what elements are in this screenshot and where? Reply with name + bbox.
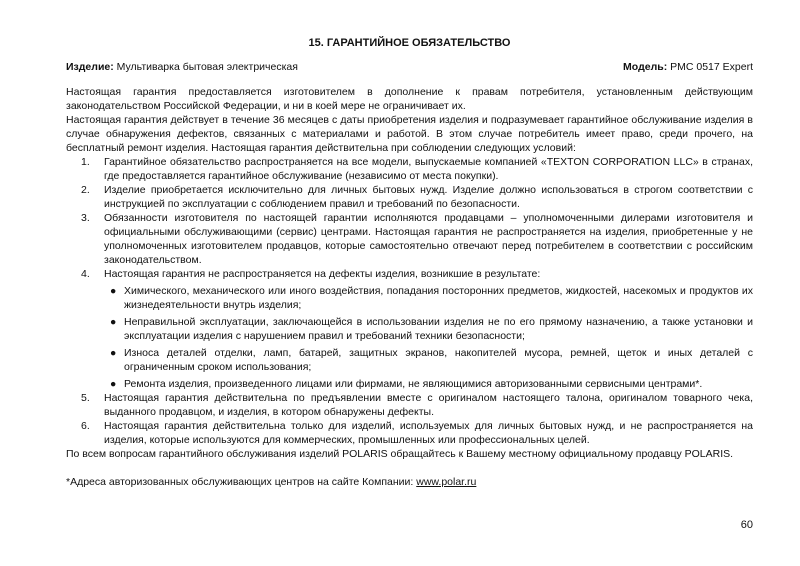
defect-item xyxy=(104,284,753,312)
condition-text: Изделие приобретается исключительно для личных бытовых нужд. Изделие должно использоваться в строгом соответствии с инструкцией по эксплуатации с соблюдением правил и требований по безопасности. xyxy=(104,184,753,210)
condition-number: 2. xyxy=(81,184,90,196)
condition-item xyxy=(66,211,753,267)
condition-number: 5. xyxy=(81,392,90,404)
condition-number: 6. xyxy=(81,420,90,432)
condition-item xyxy=(66,419,753,447)
condition-item xyxy=(66,391,753,419)
defect-text: Ремонта изделия, произведенного лицами или фирмами, не являющимися авторизованными сервисными центрами*. xyxy=(124,378,703,390)
model-info xyxy=(623,60,753,74)
condition-text: Настоящая гарантия действительна только для изделий, используемых для личных бытовых нужд, и не распространяется на изделия, которые используются для коммерческих, промышленных или профессиональных целей. xyxy=(104,420,753,446)
product-label: Изделие: xyxy=(66,61,114,73)
condition-item xyxy=(66,267,753,391)
defect-text: Неправильной эксплуатации, заключающейся в использовании изделия не по его прямому назначению, а также установки и эксплуатации изделия с нарушением правил и требований техники безопасности; xyxy=(124,316,753,342)
service-centers-link[interactable]: www.polar.ru xyxy=(416,476,477,488)
condition-text: Обязанности изготовителя по настоящей гарантии исполняются продавцами – уполномоченными дилерами изготовителя и официальными обслуживающими (сервис) центрами. Настоящая гарантия не распространяется на изделия, приобретенные у не уполномоченных изготовителем продавцов, которые самостоятельно отвечают перед потребителем в соответствии с российским законодательством. xyxy=(104,212,753,266)
defect-item xyxy=(104,377,753,391)
conditions-list xyxy=(66,155,753,447)
condition-item xyxy=(66,183,753,211)
bullet-icon: ● xyxy=(110,316,117,328)
product-value: Мультиварка бытовая электрическая xyxy=(116,61,298,73)
condition-number: 3. xyxy=(81,212,90,224)
intro-paragraph: Настоящая гарантия предоставляется изготовителем в дополнение к правам потребителя, установленным действующим законодательством Российской Федерации, и ни в коей мере не ограничивает их. xyxy=(66,86,753,112)
defect-text: Химического, механического или иного воздействия, попадания посторонних предметов, жидкостей, насекомых и продуктов их жизнедеятельности внутрь изделия; xyxy=(124,285,753,311)
bullet-icon: ● xyxy=(110,285,117,297)
product-info xyxy=(66,60,298,74)
condition-item xyxy=(66,155,753,183)
model-value: PMC 0517 Expert xyxy=(670,61,753,73)
product-row xyxy=(66,60,753,74)
defect-item xyxy=(104,346,753,374)
footnote xyxy=(66,475,753,489)
warranty-term-paragraph: Настоящая гарантия действует в течение 36 месяцев с даты приобретения изделия и подразумевает гарантийное обслуживание изделия в случае обнаружения дефектов, связанных с материалами и работой. В этом случае потребитель имеет право, среди прочего, на бесплатный ремонт изделия. Настоящая гарантия действительна при соблюдении следующих условий: xyxy=(66,114,753,154)
defects-list xyxy=(104,284,753,391)
bullet-icon: ● xyxy=(110,378,117,390)
condition-text: Настоящая гарантия не распространяется на дефекты изделия, возникшие в результате: xyxy=(104,268,541,280)
bullet-icon: ● xyxy=(110,347,117,359)
condition-text: Настоящая гарантия действительна по предъявлении вместе с оригиналом настоящего талона, оригиналом товарного чека, выданного продавцом, и изделия, в котором обнаружены дефекты. xyxy=(104,392,753,418)
defect-text: Износа деталей отделки, ламп, батарей, защитных экранов, накопителей мусора, ремней, щеток и иных деталей с ограниченным сроком использования; xyxy=(124,347,753,373)
page-number: 60 xyxy=(740,519,753,531)
model-label: Модель: xyxy=(623,61,668,73)
condition-number: 1. xyxy=(81,156,90,168)
closing-paragraph: По всем вопросам гарантийного обслуживания изделий POLARIS обращайтесь к Вашему местному официальному продавцу POLARIS. xyxy=(66,448,734,460)
condition-text: Гарантийное обязательство распространяется на все модели, выпускаемые компанией «TEXTON CORPORATION LLC» в странах, где предоставляется гарантийное обслуживание (независимо от места покупки). xyxy=(104,156,753,182)
footnote-text: *Адреса авторизованных обслуживающих центров на сайте Компании: xyxy=(66,476,417,488)
page-title: 15. ГАРАНТИЙНОЕ ОБЯЗАТЕЛЬСТВО xyxy=(308,37,511,49)
condition-number: 4. xyxy=(81,268,90,280)
defect-item xyxy=(104,315,753,343)
